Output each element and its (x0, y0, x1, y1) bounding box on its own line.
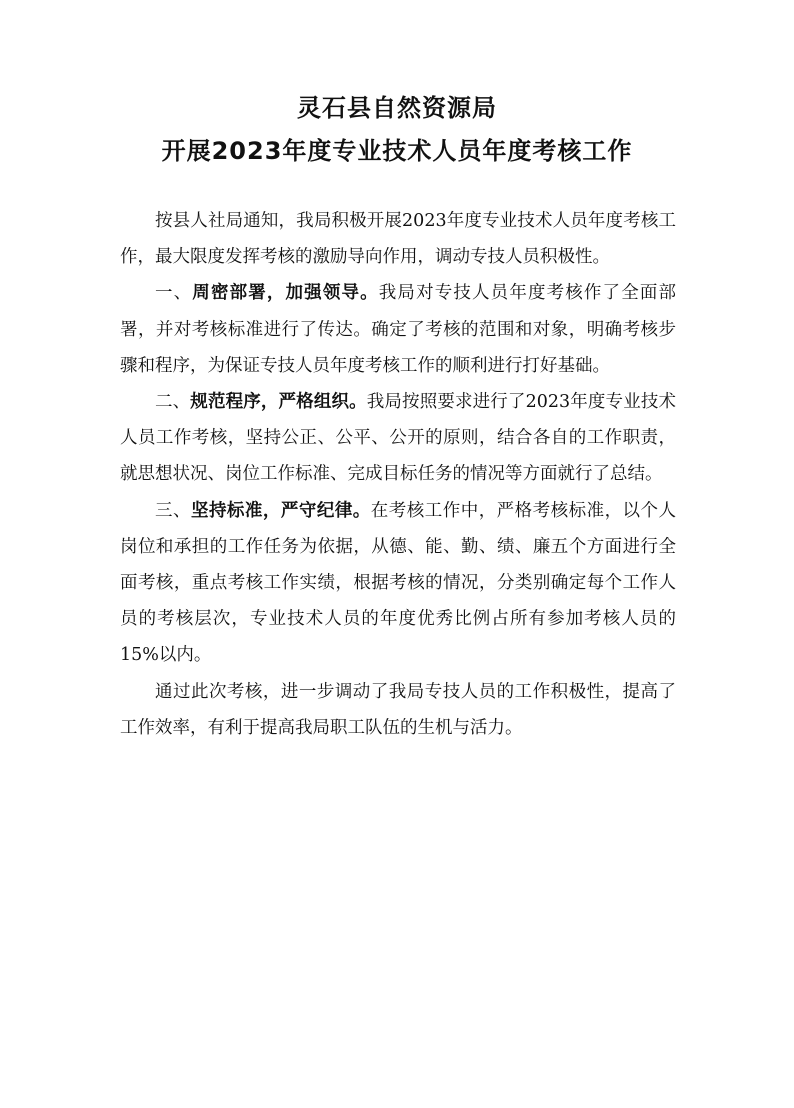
section-3-prefix: 三、 (155, 500, 191, 521)
section-2-text: 我局按照要求进行了2023年度专业技术人员工作考核，坚持公正、公平、公开的原则，结合各自的工作职责，就思想状况、岗位工作标准、完成目标任务的情况等方面就行了总结。 (120, 392, 676, 485)
section-2-prefix: 二、 (155, 392, 191, 413)
section-1-prefix: 一、 (155, 283, 193, 304)
section-3-heading: 坚持标准，严守纪律。 (190, 500, 371, 521)
section-paragraph-3 (120, 493, 676, 674)
section-2-heading: 规范程序，严格组织。 (190, 392, 367, 413)
document-title-line1: 灵石县自然资源局 (297, 94, 497, 122)
section-1-text: 我局对专技人员年度考核作了全面部署，并对考核标准进行了传达。确定了考核的范围和对象，明确考核步骤和程序，为保证专技人员年度考核工作的顺利进行打好基础。 (120, 283, 677, 376)
document-body (120, 203, 676, 746)
closing-paragraph: 通过此次考核，进一步调动了我局专技人员的工作积极性，提高了工作效率，有利于提高我局职工队伍的生机与活力。 (120, 681, 676, 738)
intro-paragraph: 按县人社局通知，我局积极开展2023年度专业技术人员年度考核工作，最大限度发挥考核的激励导向作用，调动专技人员积极性。 (120, 211, 676, 268)
section-paragraph-2 (120, 384, 676, 493)
document-title-line2: 开展2023年度专业技术人员年度考核工作 (161, 137, 633, 165)
section-3-text: 在考核工作中，严格考核标准，以个人岗位和承担的工作任务为依据，从德、能、勤、绩、廉五个方面进行全面考核，重点考核工作实绩，根据考核的情况，分类别确定每个工作人员的考核层次，专业技术人员的年度优秀比例占所有参加考核人员的15%以内。 (120, 500, 677, 666)
section-paragraph-1 (120, 275, 676, 384)
section-1-heading: 周密部署，加强领导。 (192, 283, 379, 304)
